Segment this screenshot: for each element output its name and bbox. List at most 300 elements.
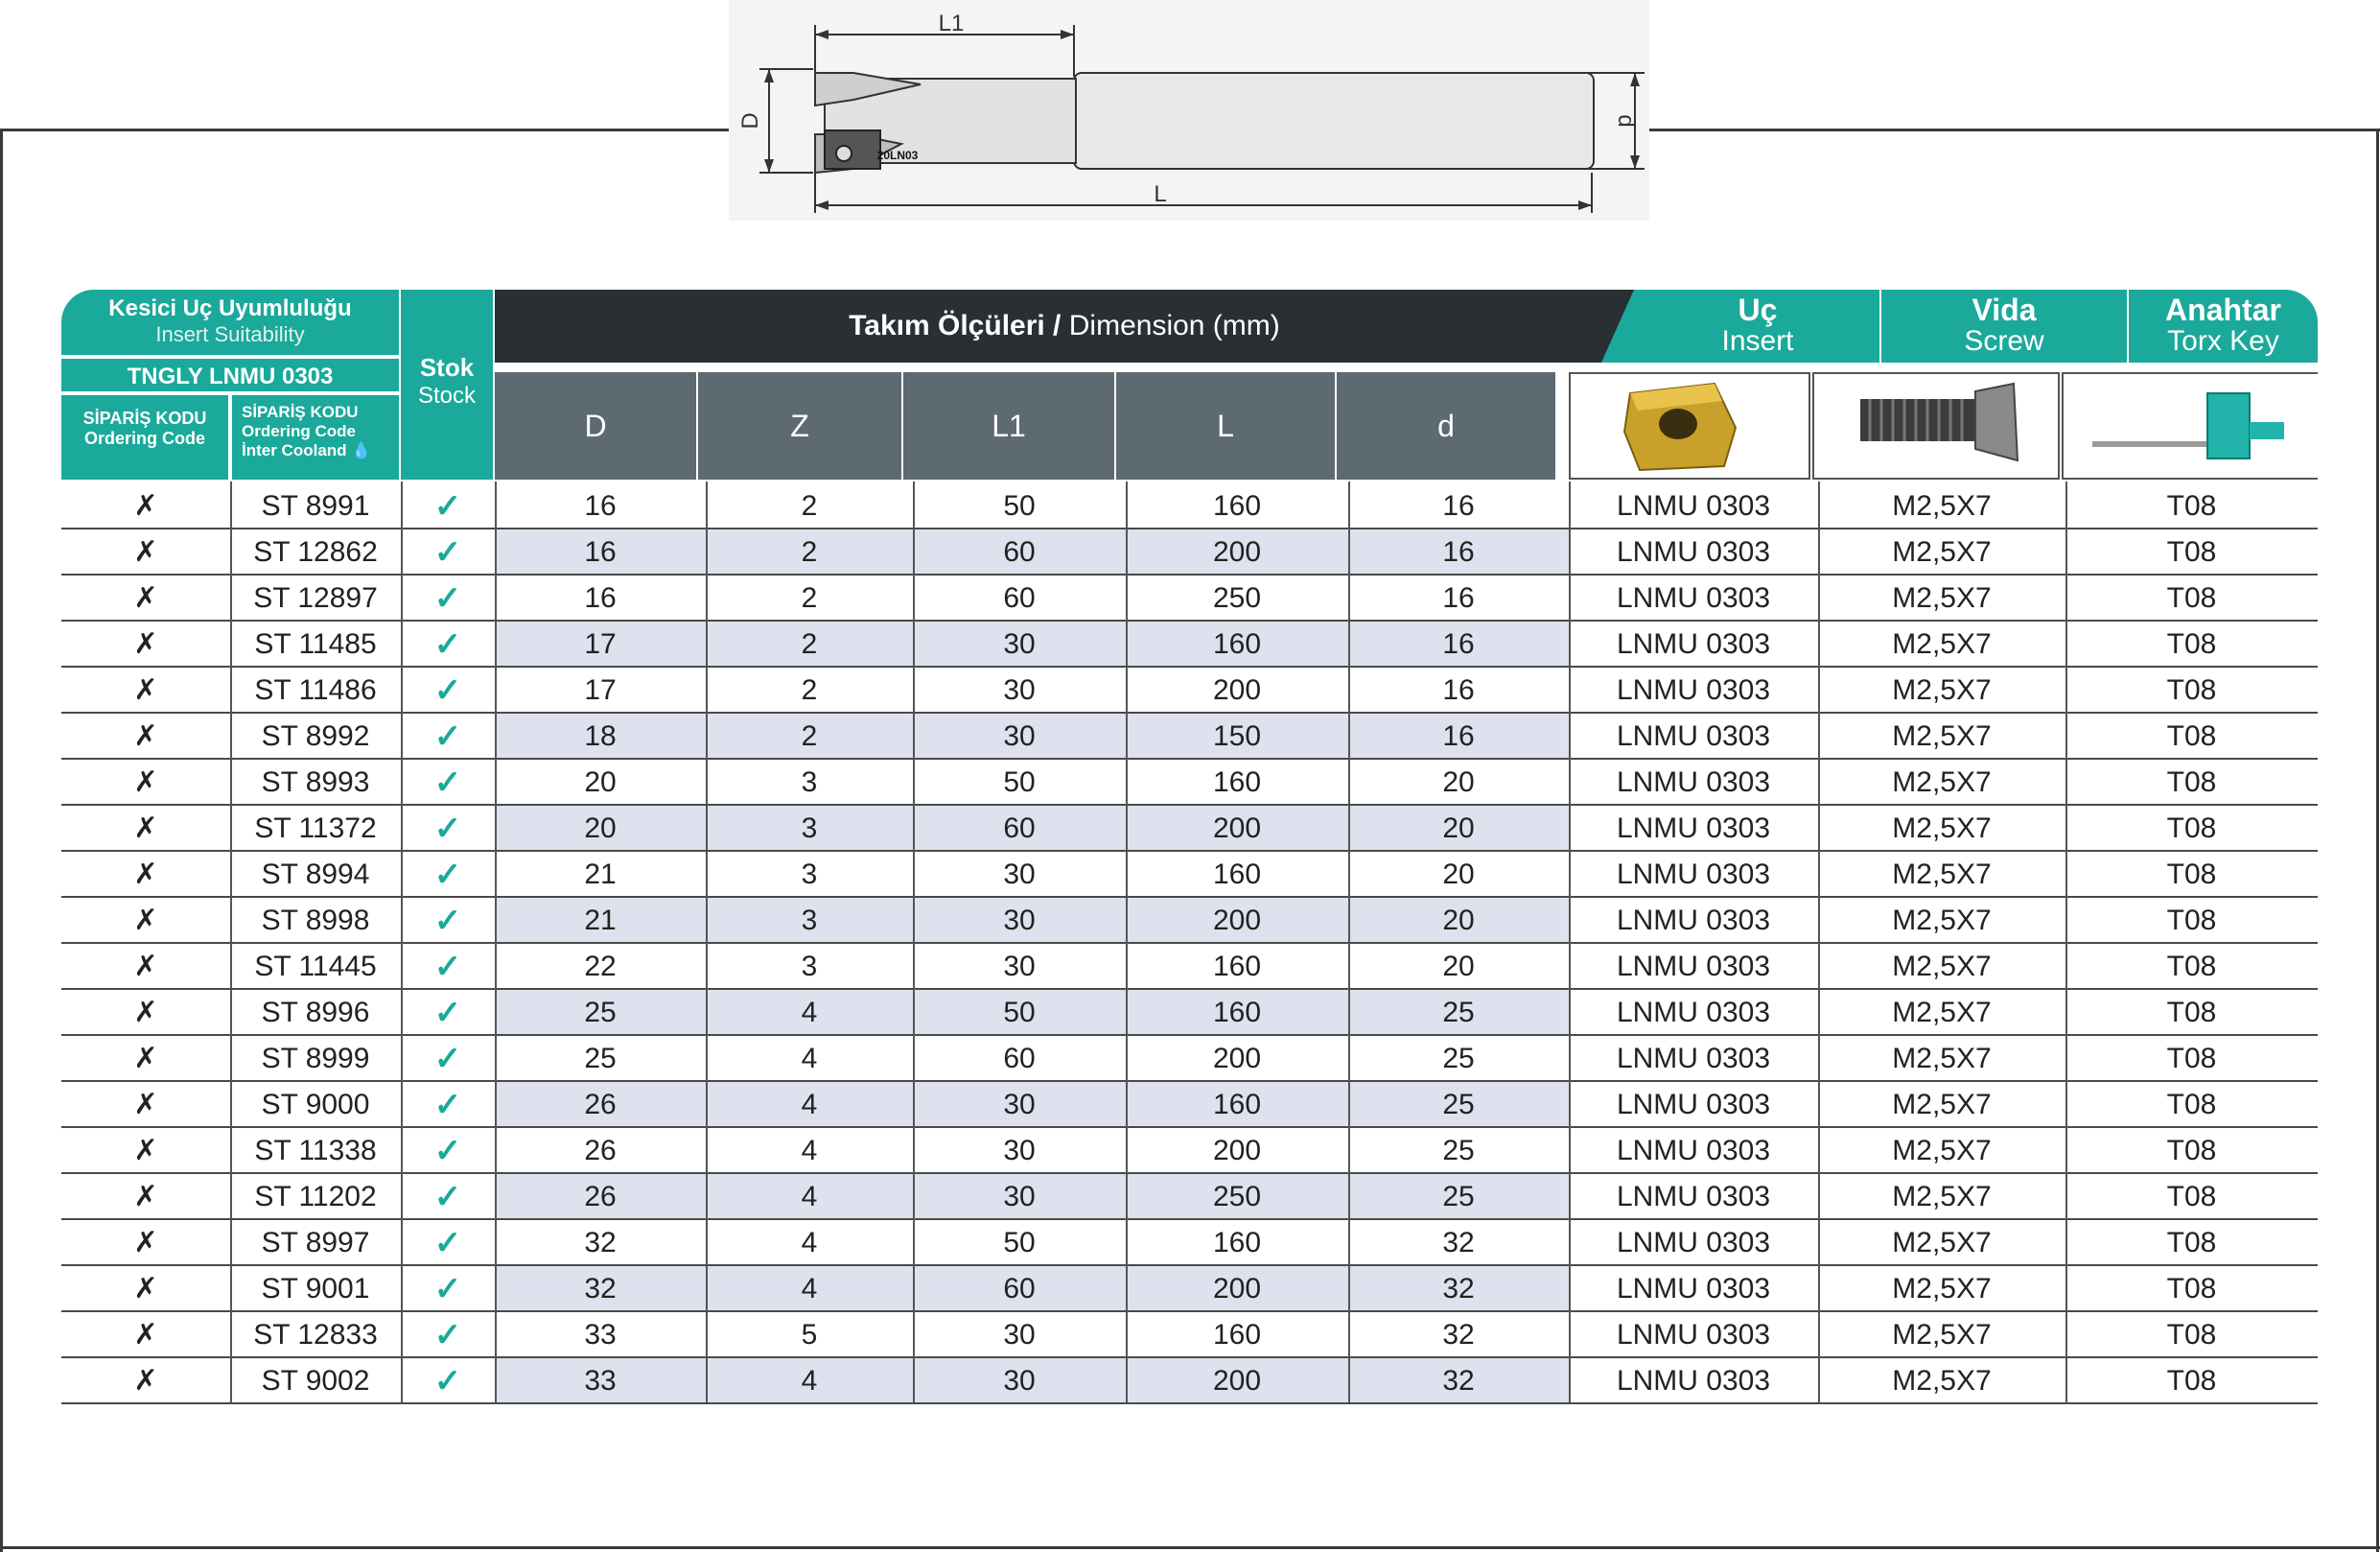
stock-check-icon: ✓: [433, 1179, 462, 1215]
screw-image-cell: [1812, 372, 2060, 480]
table-row: [61, 1036, 2318, 1082]
cell-d: 20: [1442, 905, 1475, 936]
col-Z-label: Z: [790, 409, 809, 443]
cell-key: T08: [2166, 490, 2217, 522]
stock-check-icon: ✓: [433, 1271, 462, 1307]
cell-insert: LNMU 0303: [1616, 766, 1771, 798]
cell-screw: M2,5X7: [1892, 1181, 1992, 1212]
cell-screw: M2,5X7: [1892, 766, 1992, 798]
cell-l: 160: [1212, 858, 1262, 890]
cell-l1: 30: [1003, 674, 1036, 706]
cell-l: 160: [1212, 951, 1262, 982]
insert-suitability-header: [61, 290, 399, 355]
cell-z: 3: [801, 812, 818, 844]
cell-insert: LNMU 0303: [1616, 628, 1771, 660]
cell-d: 32: [584, 1273, 617, 1305]
cell-insert: LNMU 0303: [1616, 1273, 1771, 1305]
order-code-cool-header: [232, 395, 399, 480]
cell-screw: M2,5X7: [1892, 812, 1992, 844]
stock-check-icon: ✓: [433, 1363, 462, 1399]
table-row: [61, 576, 2318, 622]
cell-d: 20: [1442, 766, 1475, 798]
cell-key: T08: [2166, 951, 2217, 982]
stock-check-icon: ✓: [433, 626, 462, 663]
cell-d: 20: [1442, 858, 1475, 890]
cell-d: 16: [1442, 490, 1475, 522]
cell-l1: 50: [1003, 490, 1036, 522]
grid-vline: [1126, 482, 1128, 1402]
screw-tr: Vida: [1972, 293, 2037, 327]
table-row: [61, 852, 2318, 898]
cell-key: T08: [2166, 997, 2217, 1028]
cell-key: T08: [2166, 628, 2217, 660]
cell-l: 200: [1212, 905, 1262, 936]
cell-code: ST 8998: [261, 905, 370, 936]
table-body: [61, 482, 2318, 1402]
cool-cross-icon: ✗: [133, 766, 158, 798]
cell-l1: 60: [1003, 812, 1036, 844]
cell-d: 16: [1442, 674, 1475, 706]
cool-cross-icon: ✗: [133, 951, 158, 982]
cell-l: 160: [1212, 766, 1262, 798]
cell-l: 250: [1212, 1181, 1262, 1212]
frame-bottom: [0, 1546, 2380, 1549]
screw-en: Screw: [1964, 325, 2044, 357]
order-code-tr: SİPARİŞ KODU: [82, 409, 207, 428]
frame-left: [0, 129, 3, 1552]
cell-screw: M2,5X7: [1892, 490, 1992, 522]
cell-l1: 30: [1003, 628, 1036, 660]
cell-screw: M2,5X7: [1892, 858, 1992, 890]
cell-z: 3: [801, 905, 818, 936]
cell-d: 26: [584, 1135, 617, 1166]
cell-l: 200: [1212, 1273, 1262, 1305]
cell-insert: LNMU 0303: [1616, 674, 1771, 706]
cell-code: ST 8991: [261, 490, 370, 522]
cool-cross-icon: ✗: [133, 858, 158, 890]
cell-d: 20: [1442, 951, 1475, 982]
cell-z: 2: [801, 628, 818, 660]
insert-image-cell: [1569, 372, 1810, 480]
table-row: [61, 622, 2318, 668]
table-row: [61, 714, 2318, 760]
cell-l: 150: [1212, 720, 1262, 752]
cell-l1: 50: [1003, 1227, 1036, 1258]
cell-insert: LNMU 0303: [1616, 536, 1771, 568]
grid-vline: [1348, 482, 1350, 1402]
stock-tr: Stok: [419, 353, 475, 382]
cell-key: T08: [2166, 905, 2217, 936]
stock-check-icon: ✓: [433, 488, 462, 525]
col-Z-header: [698, 372, 901, 480]
table-row: [61, 1312, 2318, 1358]
stock-check-icon: ✓: [433, 1087, 462, 1123]
cell-code: ST 12897: [253, 582, 378, 614]
grid-vline: [401, 482, 403, 1402]
cell-screw: M2,5X7: [1892, 1273, 1992, 1305]
cell-z: 4: [801, 1043, 818, 1074]
stock-check-icon: ✓: [433, 903, 462, 939]
cell-d: 32: [1442, 1273, 1475, 1305]
cool-cross-icon: ✗: [133, 905, 158, 936]
cell-d: 33: [584, 1365, 617, 1397]
cell-screw: M2,5X7: [1892, 674, 1992, 706]
key-tr: Anahtar: [2165, 293, 2281, 327]
cool-cross-icon: ✗: [133, 582, 158, 614]
insert-mark: 20LN03: [876, 149, 919, 162]
cell-d: 16: [1442, 628, 1475, 660]
cell-d: 21: [584, 858, 617, 890]
cell-z: 4: [801, 1227, 818, 1258]
cell-l: 250: [1212, 582, 1262, 614]
cell-d: 16: [1442, 536, 1475, 568]
cell-code: ST 8996: [261, 997, 370, 1028]
cell-d: 16: [1442, 582, 1475, 614]
cell-d: 21: [584, 905, 617, 936]
cell-z: 4: [801, 1135, 818, 1166]
cell-key: T08: [2166, 720, 2217, 752]
cell-l1: 60: [1003, 536, 1036, 568]
cell-d: 16: [584, 536, 617, 568]
label-L1: L1: [938, 11, 965, 36]
cool-cross-icon: ✗: [133, 812, 158, 844]
cell-l: 200: [1212, 674, 1262, 706]
cell-z: 2: [801, 674, 818, 706]
table-row: [61, 990, 2318, 1036]
cell-l: 160: [1212, 490, 1262, 522]
col-D-label: D: [584, 409, 607, 443]
screw-image: [1814, 374, 2058, 478]
cell-insert: LNMU 0303: [1616, 905, 1771, 936]
insert-suitability-tr: Kesici Uç Uyumluluğu: [108, 295, 352, 321]
cell-z: 3: [801, 858, 818, 890]
grid-vline: [495, 482, 497, 1402]
cell-d: 25: [1442, 997, 1475, 1028]
label-D: D: [737, 112, 763, 129]
cell-insert: LNMU 0303: [1616, 720, 1771, 752]
table-row: [61, 529, 2318, 576]
coolant-drop-icon: 💧: [351, 441, 372, 459]
cell-key: T08: [2166, 582, 2217, 614]
col-d-header: [1337, 372, 1555, 480]
cool-cross-icon: ✗: [133, 1365, 158, 1397]
order-code-header: [61, 395, 230, 480]
cell-l1: 30: [1003, 1181, 1036, 1212]
cell-code: ST 11486: [254, 674, 377, 706]
grid-vline: [230, 482, 232, 1402]
cell-d: 32: [1442, 1365, 1475, 1397]
cell-key: T08: [2166, 1227, 2217, 1258]
cell-d: 32: [1442, 1319, 1475, 1351]
torx-key-image: [2064, 374, 2317, 478]
cell-d: 18: [584, 720, 617, 752]
cell-insert: LNMU 0303: [1616, 1319, 1771, 1351]
cool-cross-icon: ✗: [133, 997, 158, 1028]
key-en: Torx Key: [2167, 325, 2279, 357]
grid-vline: [706, 482, 708, 1402]
insert-type-header: [61, 357, 399, 393]
cell-l1: 60: [1003, 1273, 1036, 1305]
key-col-header: [2129, 290, 2318, 363]
cell-l: 160: [1212, 1227, 1262, 1258]
cell-l1: 50: [1003, 997, 1036, 1028]
cell-key: T08: [2166, 812, 2217, 844]
frame-top-right: [1649, 129, 2380, 131]
cell-insert: LNMU 0303: [1616, 1227, 1771, 1258]
order-code-en: Ordering Code: [83, 429, 205, 448]
stock-check-icon: ✓: [433, 995, 462, 1031]
key-image-cell: [2062, 372, 2318, 480]
cell-d: 32: [584, 1227, 617, 1258]
cell-screw: M2,5X7: [1892, 1227, 1992, 1258]
cool-cross-icon: ✗: [133, 490, 158, 522]
stock-check-icon: ✓: [433, 718, 462, 755]
cell-key: T08: [2166, 1135, 2217, 1166]
cell-l1: 30: [1003, 905, 1036, 936]
cell-key: T08: [2166, 1319, 2217, 1351]
cell-insert: LNMU 0303: [1616, 812, 1771, 844]
order-code-cool-tr: SİPARİŞ KODU: [242, 403, 359, 421]
cell-l: 200: [1212, 536, 1262, 568]
cell-d: 22: [584, 951, 617, 982]
cool-cross-icon: ✗: [133, 1135, 158, 1166]
insert-suitability-en: Insert Suitability: [155, 322, 305, 346]
grid-vline: [2065, 482, 2067, 1402]
insert-col-header: [1636, 290, 1879, 363]
cell-screw: M2,5X7: [1892, 536, 1992, 568]
col-L1-header: [903, 372, 1114, 480]
table-row: [61, 898, 2318, 944]
dimension-tr: Takım Ölçüleri /: [849, 310, 1062, 341]
cell-key: T08: [2166, 1181, 2217, 1212]
frame-top-left: [0, 129, 731, 131]
cell-insert: LNMU 0303: [1616, 1043, 1771, 1074]
stock-check-icon: ✓: [433, 1041, 462, 1077]
cell-l: 200: [1212, 1043, 1262, 1074]
cell-insert: LNMU 0303: [1616, 1365, 1771, 1397]
cell-key: T08: [2166, 536, 2217, 568]
cell-l: 160: [1212, 1089, 1262, 1120]
cell-screw: M2,5X7: [1892, 1319, 1992, 1351]
insert-tr: Uç: [1738, 293, 1778, 327]
cell-insert: LNMU 0303: [1616, 858, 1771, 890]
stock-check-icon: ✓: [433, 672, 462, 709]
cell-code: ST 9000: [261, 1089, 370, 1120]
table-row: [61, 944, 2318, 990]
cool-cross-icon: ✗: [133, 1319, 158, 1351]
cell-code: ST 8999: [261, 1043, 370, 1074]
dimension-header: [495, 290, 1634, 363]
cell-l1: 30: [1003, 858, 1036, 890]
cell-screw: M2,5X7: [1892, 1043, 1992, 1074]
insert-en: Insert: [1721, 325, 1794, 357]
grid-vline: [913, 482, 915, 1402]
cell-l1: 60: [1003, 582, 1036, 614]
cell-d: 16: [584, 490, 617, 522]
table-row: [61, 1358, 2318, 1404]
order-code-cool-sub: İnter Cooland: [242, 441, 347, 459]
cell-z: 5: [801, 1319, 818, 1351]
cell-screw: M2,5X7: [1892, 997, 1992, 1028]
cell-d: 20: [1442, 812, 1475, 844]
cool-cross-icon: ✗: [133, 1227, 158, 1258]
cell-z: 2: [801, 490, 818, 522]
cell-d: 16: [584, 582, 617, 614]
label-L: L: [1154, 181, 1167, 207]
cool-cross-icon: ✗: [133, 1181, 158, 1212]
stock-check-icon: ✓: [433, 1317, 462, 1353]
label-d: d: [1613, 114, 1639, 128]
cell-insert: LNMU 0303: [1616, 997, 1771, 1028]
col-L1-label: L1: [992, 409, 1026, 443]
cell-screw: M2,5X7: [1892, 1365, 1992, 1397]
stock-check-icon: ✓: [433, 857, 462, 893]
cell-l1: 60: [1003, 1043, 1036, 1074]
cell-d: 25: [1442, 1089, 1475, 1120]
cell-d: 20: [584, 766, 617, 798]
cool-cross-icon: ✗: [133, 536, 158, 568]
grid-vline: [1818, 482, 1820, 1402]
cell-screw: M2,5X7: [1892, 1135, 1992, 1166]
cell-l1: 30: [1003, 951, 1036, 982]
cell-l: 160: [1212, 997, 1262, 1028]
cell-insert: LNMU 0303: [1616, 582, 1771, 614]
cell-d: 25: [1442, 1135, 1475, 1166]
stock-en: Stock: [417, 383, 477, 409]
table-row: [61, 1174, 2318, 1220]
cell-z: 4: [801, 997, 818, 1028]
cell-code: ST 11372: [254, 812, 377, 844]
table-row: [61, 668, 2318, 714]
cell-d: 26: [584, 1181, 617, 1212]
insert-image: [1571, 374, 1808, 478]
stock-check-icon: ✓: [433, 1133, 462, 1169]
table-row: [61, 806, 2318, 852]
stock-check-icon: ✓: [433, 1225, 462, 1261]
cell-insert: LNMU 0303: [1616, 1089, 1771, 1120]
cell-screw: M2,5X7: [1892, 582, 1992, 614]
cell-insert: LNMU 0303: [1616, 1135, 1771, 1166]
cell-code: ST 8997: [261, 1227, 370, 1258]
table-row: [61, 1266, 2318, 1312]
cell-code: ST 11445: [254, 951, 377, 982]
col-D-header: [495, 372, 696, 480]
grid-vline: [1569, 482, 1571, 1402]
cell-l1: 30: [1003, 1089, 1036, 1120]
cell-key: T08: [2166, 1043, 2217, 1074]
cell-z: 4: [801, 1089, 818, 1120]
cell-key: T08: [2166, 1365, 2217, 1397]
cell-d: 25: [1442, 1181, 1475, 1212]
cell-l: 200: [1212, 1135, 1262, 1166]
frame-right: [2376, 129, 2379, 1552]
cell-code: ST 8994: [261, 858, 370, 890]
cool-cross-icon: ✗: [133, 1043, 158, 1074]
cell-key: T08: [2166, 1089, 2217, 1120]
cell-l1: 30: [1003, 1135, 1036, 1166]
stock-check-icon: ✓: [433, 764, 462, 801]
col-d-label: d: [1437, 409, 1455, 443]
cell-d: 25: [584, 997, 617, 1028]
stock-check-icon: ✓: [433, 580, 462, 617]
table-row: [61, 1082, 2318, 1128]
cell-d: 25: [584, 1043, 617, 1074]
cell-code: ST 12862: [253, 536, 378, 568]
cell-code: ST 9001: [261, 1273, 370, 1305]
stock-check-icon: ✓: [433, 949, 462, 985]
cool-cross-icon: ✗: [133, 720, 158, 752]
cell-screw: M2,5X7: [1892, 720, 1992, 752]
cell-d: 17: [584, 674, 617, 706]
cell-z: 2: [801, 720, 818, 752]
stock-header: [401, 290, 493, 480]
cell-screw: M2,5X7: [1892, 905, 1992, 936]
cell-code: ST 12833: [253, 1319, 378, 1351]
cell-screw: M2,5X7: [1892, 1089, 1992, 1120]
table-row: [61, 1128, 2318, 1174]
cell-d: 20: [584, 812, 617, 844]
cell-l1: 30: [1003, 1319, 1036, 1351]
table-row: [61, 760, 2318, 806]
table-row: [61, 483, 2318, 529]
cool-cross-icon: ✗: [133, 1089, 158, 1120]
cell-screw: M2,5X7: [1892, 951, 1992, 982]
cell-z: 4: [801, 1273, 818, 1305]
cell-z: 3: [801, 766, 818, 798]
cell-d: 33: [584, 1319, 617, 1351]
cell-l1: 30: [1003, 720, 1036, 752]
cell-l1: 30: [1003, 1365, 1036, 1397]
cell-code: ST 11338: [254, 1135, 377, 1166]
tool-drawing: [729, 0, 1649, 221]
cell-l: 160: [1212, 1319, 1262, 1351]
cell-l: 200: [1212, 1365, 1262, 1397]
teal-diagonal: [1601, 290, 1640, 363]
cell-d: 26: [584, 1089, 617, 1120]
cell-insert: LNMU 0303: [1616, 490, 1771, 522]
cell-key: T08: [2166, 766, 2217, 798]
col-L-header: [1116, 372, 1335, 480]
row-divider: [61, 1402, 2318, 1404]
cell-d: 16: [1442, 720, 1475, 752]
cell-insert: LNMU 0303: [1616, 1181, 1771, 1212]
cell-code: ST 11485: [254, 628, 377, 660]
cell-z: 4: [801, 1365, 818, 1397]
cool-cross-icon: ✗: [133, 1273, 158, 1305]
cell-d: 25: [1442, 1043, 1475, 1074]
cell-z: 2: [801, 582, 818, 614]
cell-code: ST 11202: [254, 1181, 377, 1212]
cell-d: 17: [584, 628, 617, 660]
cell-key: T08: [2166, 858, 2217, 890]
cool-cross-icon: ✗: [133, 628, 158, 660]
cell-d: 32: [1442, 1227, 1475, 1258]
cell-code: ST 8993: [261, 766, 370, 798]
col-L-label: L: [1217, 409, 1234, 443]
cell-key: T08: [2166, 674, 2217, 706]
cell-code: ST 9002: [261, 1365, 370, 1397]
insert-type: TNGLY LNMU 0303: [127, 364, 334, 389]
dimension-en: Dimension (mm): [1068, 310, 1280, 341]
stock-check-icon: ✓: [433, 534, 462, 571]
cell-l: 160: [1212, 628, 1262, 660]
table-row: [61, 1220, 2318, 1266]
stock-check-icon: ✓: [433, 811, 462, 847]
cool-cross-icon: ✗: [133, 674, 158, 706]
cell-l: 200: [1212, 812, 1262, 844]
cell-key: T08: [2166, 1273, 2217, 1305]
cell-z: 2: [801, 536, 818, 568]
